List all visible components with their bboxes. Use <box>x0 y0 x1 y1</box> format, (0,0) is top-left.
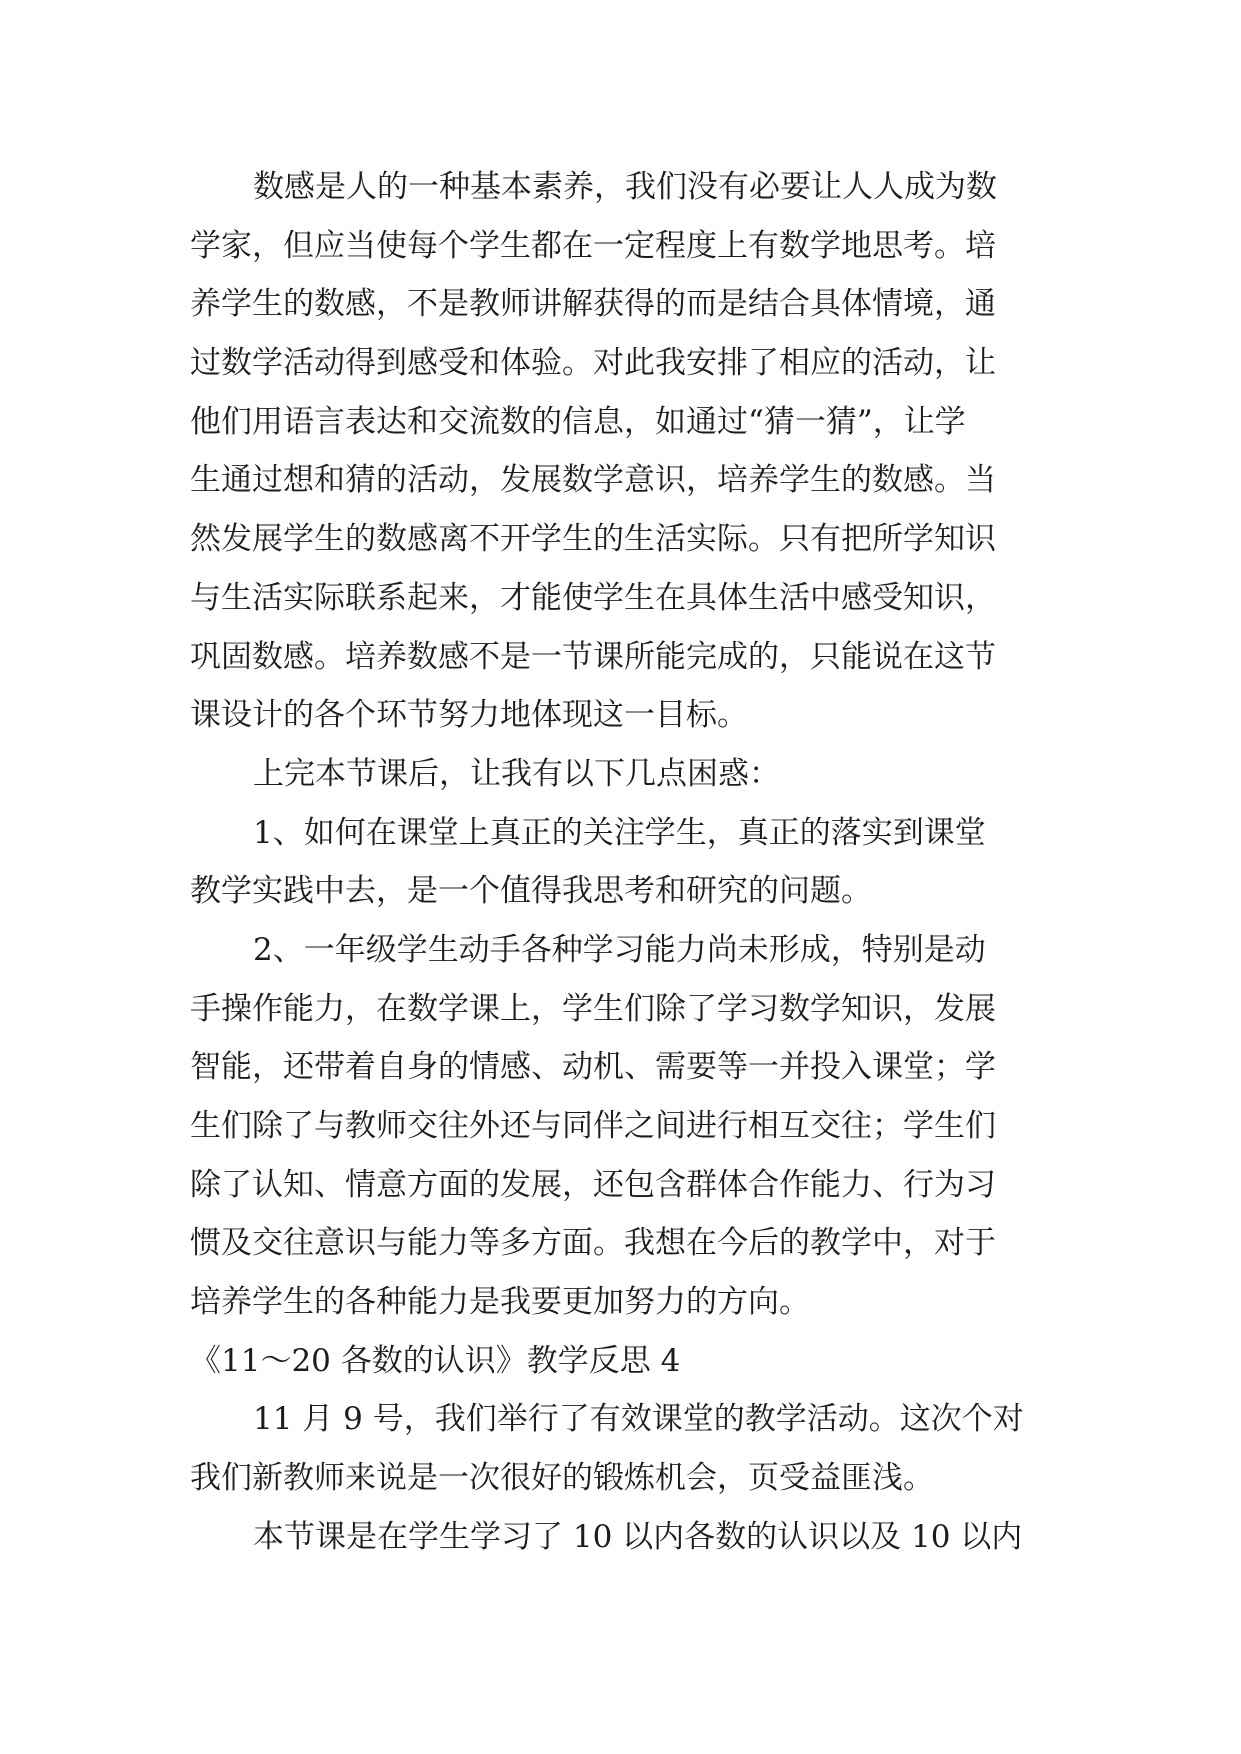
list-item-line: 培养学生的各种能力是我要更加努力的方向。 <box>190 1284 810 1321</box>
list-item-line: 智能，还带着自身的情感、动机、需要等一并投入课堂；学 <box>190 1049 996 1086</box>
paragraph-line: 课设计的各个环节努力地体现这一目标。 <box>190 697 748 734</box>
paragraph-line: 我们新教师来说是一次很好的锻炼机会，页受益匪浅。 <box>190 1460 934 1497</box>
paragraph-line: 11 月 9 号，我们举行了有效课堂的教学活动。这次个对 <box>253 1401 1024 1438</box>
paragraph-line: 他们用语言表达和交流数的信息，如通过“猜一猜”，让学 <box>190 403 966 440</box>
list-item-line: 除了认知、情意方面的发展，还包含群体合作能力、行为习 <box>190 1166 996 1203</box>
list-item-line: 1、如何在课堂上真正的关注学生，真正的落实到课堂 <box>253 814 986 851</box>
list-item-line: 教学实践中去，是一个值得我思考和研究的问题。 <box>190 873 872 910</box>
paragraph-line: 生通过想和猜的活动，发展数学意识，培养学生的数感。当 <box>190 462 996 499</box>
paragraph-line: 与生活实际联系起来，才能使学生在具体生活中感受知识， <box>190 579 996 616</box>
paragraph-line: 本节课是在学生学习了 10 以内各数的认识以及 10 以内 <box>253 1518 1023 1555</box>
list-item-line: 惯及交往意识与能力等多方面。我想在今后的教学中，对于 <box>190 1225 996 1262</box>
paragraph-line: 数感是人的一种基本素养，我们没有必要让人人成为数 <box>253 169 997 205</box>
paragraph-line: 上完本节课后，让我有以下几点困惑： <box>253 755 780 792</box>
paragraph-line: 然发展学生的数感离不开学生的生活实际。只有把所学知识 <box>190 521 996 558</box>
section-heading: 《11～20 各数的认识》教学反思 4 <box>190 1342 681 1379</box>
paragraph-line: 养学生的数感，不是教师讲解获得的而是结合具体情境，通 <box>190 286 996 323</box>
paragraph-line: 过数学活动得到感受和体验。对此我安排了相应的活动，让 <box>190 345 996 382</box>
paragraph-line: 巩固数感。培养数感不是一节课所能完成的，只能说在这节 <box>190 638 996 675</box>
document-body <box>190 158 1050 1567</box>
list-item-line: 手操作能力，在数学课上，学生们除了学习数学知识，发展 <box>190 990 996 1027</box>
list-item-line: 2、一年级学生动手各种学习能力尚未形成，特别是动 <box>253 931 986 968</box>
list-item-line: 生们除了与教师交往外还与同伴之间进行相互交往；学生们 <box>190 1108 996 1144</box>
paragraph-line: 学家，但应当使每个学生都在一定程度上有数学地思考。培 <box>190 227 996 264</box>
